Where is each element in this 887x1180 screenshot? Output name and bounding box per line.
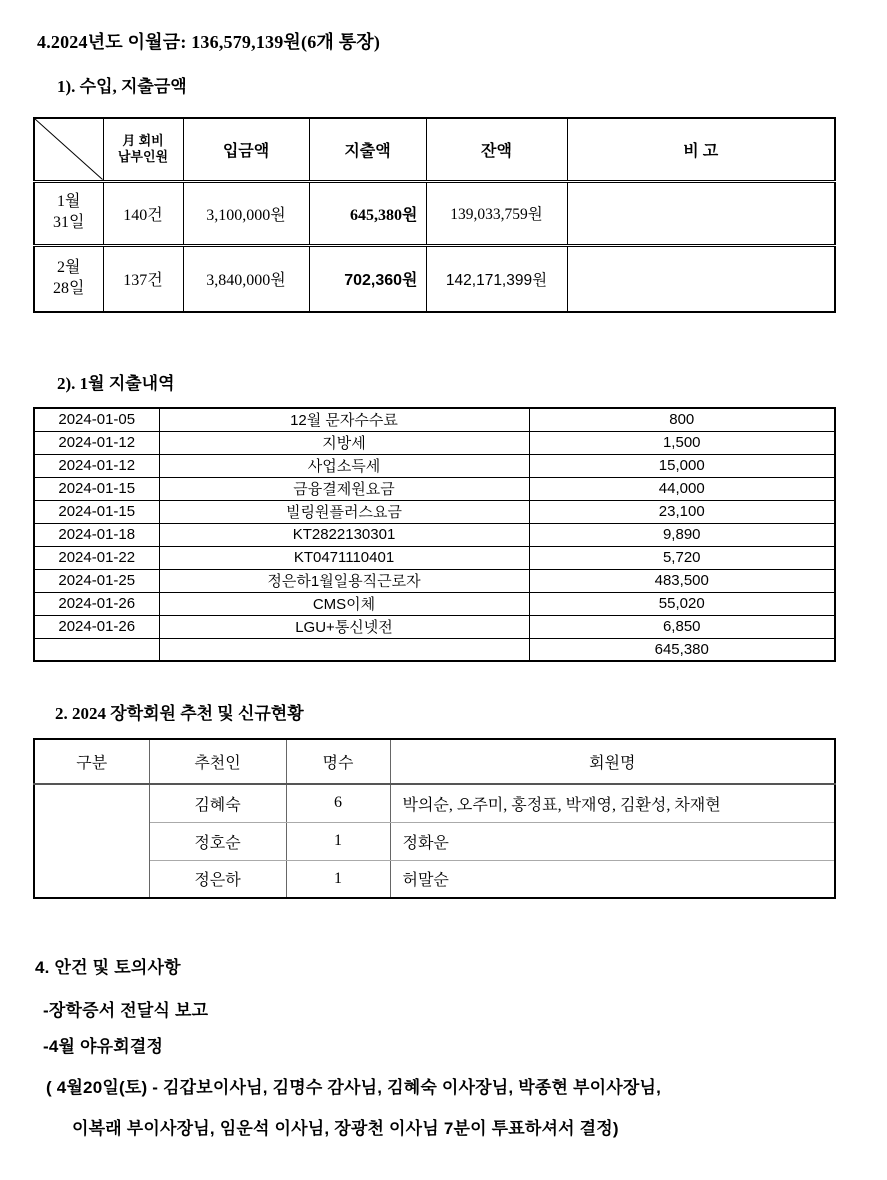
cell-period <box>34 245 103 312</box>
cell-expense: 645,380원 <box>309 181 426 245</box>
expense-section-title: 2). 1월 지출내역 <box>57 374 175 393</box>
cell-expense: 702,360원 <box>309 245 426 312</box>
expense-date: 2024-01-12 <box>34 454 159 477</box>
cell-count: 1 <box>286 860 390 898</box>
expense-item: KT2822130301 <box>159 523 529 546</box>
header-deposit: 입금액 <box>183 118 309 181</box>
expense-item: CMS이체 <box>159 592 529 615</box>
header-count: 명수 <box>286 739 390 784</box>
expense-item: KT0471110401 <box>159 546 529 569</box>
expense-detail-table <box>33 407 836 662</box>
header-members: 회원명 <box>390 739 835 784</box>
member-section-title: 2. 2024 장학회원 추천 및 신규현황 <box>55 704 304 723</box>
cell-count: 1 <box>286 822 390 860</box>
expense-amount: 800 <box>529 408 835 431</box>
agenda-line: -4월 야유회결정 <box>43 1037 164 1056</box>
header-monthly-fee-line1: 月 회비 <box>122 133 164 148</box>
expense-amount: 5,720 <box>529 546 835 569</box>
expense-amount: 6,850 <box>529 615 835 638</box>
expense-item: 금융결제원요금 <box>159 477 529 500</box>
expense-row <box>34 477 835 500</box>
agenda-line: -장학증서 전달식 보고 <box>43 1001 209 1020</box>
member-row <box>34 860 835 898</box>
agenda-section-title: 4. 안건 및 토의사항 <box>35 958 181 977</box>
cell-gubun-merged <box>34 784 149 898</box>
header-expense: 지출액 <box>309 118 426 181</box>
diagonal-line-icon <box>35 119 103 180</box>
expense-date: 2024-01-05 <box>34 408 159 431</box>
expense-row <box>34 431 835 454</box>
table-row <box>34 181 835 245</box>
expense-item: 지방세 <box>159 431 529 454</box>
expense-row <box>34 546 835 569</box>
expense-amount: 44,000 <box>529 477 835 500</box>
expense-amount: 15,000 <box>529 454 835 477</box>
cell-members: 허말순 <box>390 860 835 898</box>
income-section-title: 1). 수입, 지출금액 <box>57 77 187 96</box>
expense-total-amount: 645,380 <box>529 638 835 661</box>
member-row <box>34 822 835 860</box>
expense-amount: 9,890 <box>529 523 835 546</box>
expense-item: LGU+통신넷전 <box>159 615 529 638</box>
expense-date: 2024-01-18 <box>34 523 159 546</box>
expense-amount: 55,020 <box>529 592 835 615</box>
header-balance: 잔액 <box>426 118 567 181</box>
expense-amount: 483,500 <box>529 569 835 592</box>
expense-row <box>34 454 835 477</box>
period-month: 1월 <box>57 193 81 211</box>
cell-count: 137건 <box>103 245 183 312</box>
cell-balance: 142,171,399원 <box>426 245 567 312</box>
expense-item: 정은하1월일용직근로자 <box>159 569 529 592</box>
expense-date: 2024-01-15 <box>34 477 159 500</box>
cell-balance: 139,033,759원 <box>426 181 567 245</box>
expense-date: 2024-01-25 <box>34 569 159 592</box>
cell-deposit: 3,100,000원 <box>183 181 309 245</box>
period-month: 2월 <box>57 258 81 276</box>
period-day: 28일 <box>53 279 85 297</box>
expense-row <box>34 615 835 638</box>
cell-note <box>567 245 835 312</box>
header-note: 비 고 <box>567 118 835 181</box>
expense-item: 사업소득세 <box>159 454 529 477</box>
member-table <box>33 738 836 899</box>
expense-date: 2024-01-22 <box>34 546 159 569</box>
document-title: 4.2024년도 이월금: 136,579,139원(6개 통장) <box>37 32 381 52</box>
expense-row <box>34 592 835 615</box>
cell-members: 정화운 <box>390 822 835 860</box>
income-summary-table <box>33 117 836 313</box>
expense-amount: 1,500 <box>529 431 835 454</box>
expense-row <box>34 569 835 592</box>
expense-row <box>34 408 835 431</box>
header-monthly-fee-line2: 납부인원 <box>117 149 169 165</box>
cell-recommender: 김혜숙 <box>149 784 286 822</box>
cell-recommender: 정은하 <box>149 860 286 898</box>
cell-members: 박의순, 오주미, 홍정표, 박재영, 김환성, 차재현 <box>390 784 835 822</box>
cell-note <box>567 181 835 245</box>
period-day: 31일 <box>53 214 85 231</box>
expense-item <box>159 638 529 661</box>
expense-row <box>34 523 835 546</box>
expense-date: 2024-01-12 <box>34 431 159 454</box>
diagonal-header-cell <box>34 118 103 181</box>
table-header-row <box>34 118 835 181</box>
cell-deposit: 3,840,000원 <box>183 245 309 312</box>
header-gubun: 구분 <box>34 739 149 784</box>
agenda-line: ( 4월20일(토) - 김갑보이사님, 김명수 감사님, 김혜숙 이사장님, 박종현 부이사장님, <box>46 1078 662 1097</box>
expense-total-row <box>34 638 835 661</box>
member-header-row <box>34 739 835 784</box>
cell-recommender: 정호순 <box>149 822 286 860</box>
cell-count: 6 <box>286 784 390 822</box>
cell-period <box>34 181 103 245</box>
expense-date: 2024-01-26 <box>34 615 159 638</box>
expense-date <box>34 638 159 661</box>
expense-row <box>34 500 835 523</box>
expense-item: 12월 문자수수료 <box>159 408 529 431</box>
header-recommender: 추천인 <box>149 739 286 784</box>
member-row <box>34 784 835 822</box>
expense-date: 2024-01-26 <box>34 592 159 615</box>
agenda-line: 이복래 부이사장님, 임운석 이사님, 장광천 이사님 7분이 투표하셔서 결정) <box>72 1119 619 1138</box>
header-monthly-fee <box>103 118 183 181</box>
expense-date: 2024-01-15 <box>34 500 159 523</box>
cell-count: 140건 <box>103 181 183 245</box>
expense-item: 빌링원플러스요금 <box>159 500 529 523</box>
expense-amount: 23,100 <box>529 500 835 523</box>
table-row <box>34 245 835 312</box>
